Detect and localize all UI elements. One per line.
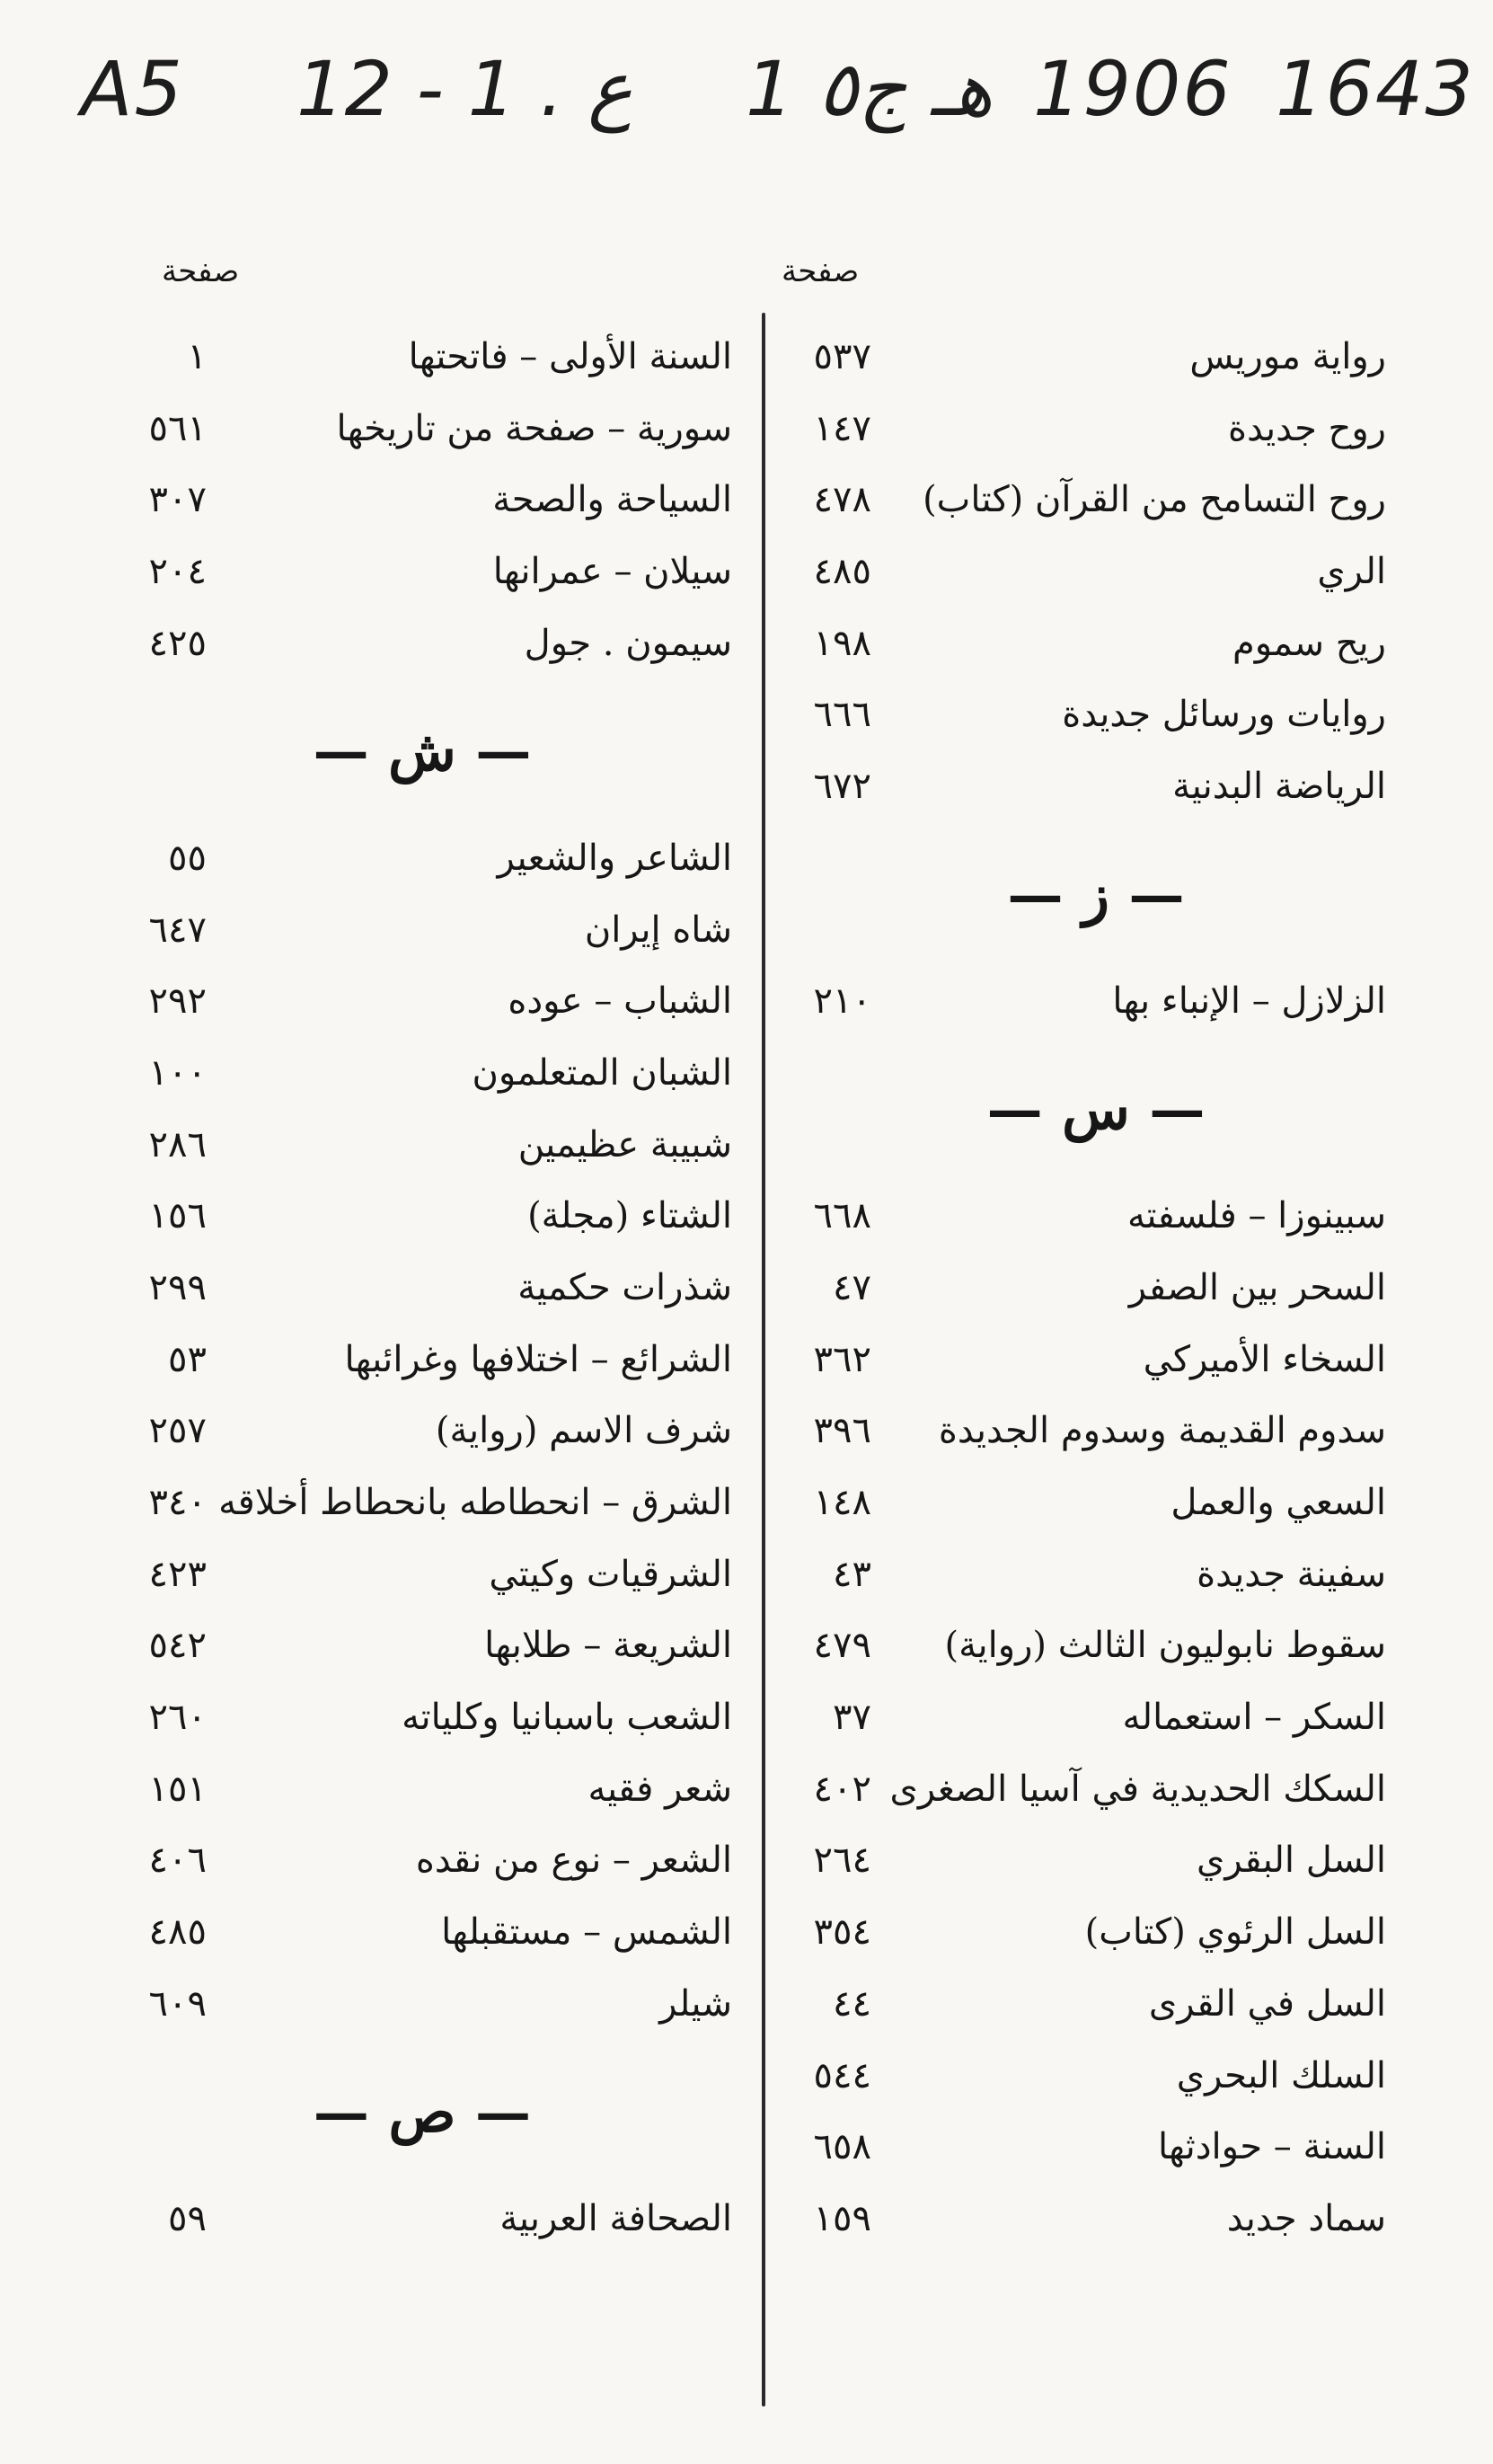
entry-page-number: ٤٢٥ xyxy=(148,622,207,664)
entry-page-number: ٢٥٧ xyxy=(148,1410,207,1452)
index-column-right xyxy=(782,322,1401,2415)
entry-title: الشرقيات وكيتي xyxy=(489,1553,732,1595)
entry-title: السل البقري xyxy=(1197,1839,1386,1882)
entry-page-number: ١٥١ xyxy=(148,1768,207,1810)
entry-title: شعر فقيه xyxy=(587,1768,732,1810)
entry-page-number: ٢٩٢ xyxy=(148,980,207,1023)
index-entry xyxy=(126,1969,746,2041)
entry-page-number: ١ xyxy=(187,336,207,377)
index-entry xyxy=(782,679,1401,751)
entry-title: شرف الاسم (رواية) xyxy=(435,1410,732,1452)
index-entry xyxy=(782,322,1401,394)
entry-page-number: ٢٩٩ xyxy=(148,1266,207,1308)
entry-title: سيلان – عمرانها xyxy=(492,551,732,593)
entry-title: الشعر – نوع من نقده xyxy=(415,1839,732,1882)
page-column-header-right: صفحة xyxy=(782,253,860,289)
index-entry xyxy=(126,2184,746,2256)
entry-page-number: ٥٦١ xyxy=(148,407,207,449)
entry-title: الشعب باسبانيا وكلياته xyxy=(402,1697,732,1739)
index-entry xyxy=(126,608,746,680)
entry-title: الشريعة – طلابها xyxy=(484,1625,732,1667)
entry-page-number: ٣٦٢ xyxy=(813,1338,871,1380)
entry-title: رواية موريس xyxy=(1189,336,1386,377)
entry-title: سدوم القديمة وسدوم الجديدة xyxy=(938,1410,1386,1452)
entry-title: السلك البحري xyxy=(1176,2054,1386,2096)
entry-page-number: ٥٥ xyxy=(168,837,207,879)
index-entry xyxy=(126,895,746,967)
index-entry xyxy=(782,2184,1401,2256)
entry-title: السكك الحديدية في آسيا الصغرى xyxy=(889,1768,1386,1810)
index-entry xyxy=(126,966,746,1038)
entry-title: الشرائع – اختلافها وغرائبها xyxy=(344,1338,732,1380)
entry-page-number: ٥٣ xyxy=(168,1338,207,1380)
entry-page-number: ٦٧٢ xyxy=(813,766,871,808)
entry-page-number: ٤٨٥ xyxy=(148,1911,207,1954)
entry-title: ريح سموم xyxy=(1232,622,1386,664)
entry-page-number: ٢٦٤ xyxy=(813,1839,871,1882)
index-entry xyxy=(782,1396,1401,1467)
handwritten-note-part: 1906 xyxy=(1033,45,1232,133)
entry-title: روايات ورسائل جديدة xyxy=(1062,694,1386,736)
entry-page-number: ١٩٨ xyxy=(813,622,871,664)
entry-title: السل في القرى xyxy=(1148,1982,1386,2025)
entry-page-number: ٢٠٤ xyxy=(148,551,207,593)
entry-title: شاه إيران xyxy=(584,908,732,951)
index-column-left xyxy=(126,322,746,2415)
entry-page-number: ١٥٦ xyxy=(148,1195,207,1237)
index-entry xyxy=(782,1181,1401,1253)
index-entry xyxy=(782,536,1401,608)
entry-title: السعي والعمل xyxy=(1171,1482,1386,1524)
index-entry xyxy=(782,1897,1401,1969)
index-entry xyxy=(782,1754,1401,1826)
letter-section-heading: — س — xyxy=(986,1076,1206,1142)
index-entry xyxy=(782,1539,1401,1611)
handwritten-note-part: 1 هـ ج٥ xyxy=(746,45,994,133)
entry-title: الشبان المتعلمون xyxy=(472,1051,732,1094)
entry-page-number: ٤٣ xyxy=(833,1553,871,1595)
entry-page-number: ٤٧٩ xyxy=(813,1625,871,1667)
page-column-header-left: صفحة xyxy=(162,253,240,289)
entry-page-number: ٣٩٦ xyxy=(813,1410,871,1452)
index-entry xyxy=(782,1610,1401,1682)
entry-page-number: ٤٠٦ xyxy=(148,1839,207,1882)
entry-title: السياحة والصحة xyxy=(492,479,732,521)
entry-page-number: ٤٧ xyxy=(833,1266,871,1308)
entry-page-number: ٤٢٣ xyxy=(148,1553,207,1595)
index-entry xyxy=(126,1897,746,1969)
entry-title: الشاعر والشعير xyxy=(497,837,732,879)
entry-title: الشمس – مستقبلها xyxy=(441,1911,732,1954)
entry-title: شيلر xyxy=(659,1982,732,2025)
entry-title: الشتاء (مجلة) xyxy=(527,1195,732,1237)
index-entry xyxy=(782,966,1401,1038)
index-entry xyxy=(126,823,746,895)
index-entry xyxy=(126,1754,746,1826)
entry-title: الشرق – انحطاطه بانحطاط أخلاقه xyxy=(218,1482,732,1524)
index-entry xyxy=(782,608,1401,680)
handwritten-note-part: 1643 xyxy=(1276,45,1475,133)
index-entry xyxy=(126,1325,746,1396)
entry-page-number: ٤٠٢ xyxy=(813,1768,871,1810)
index-entry xyxy=(126,1253,746,1325)
entry-title: الرياضة البدنية xyxy=(1172,766,1386,808)
entry-title: الشباب – عوده xyxy=(508,980,732,1023)
entry-page-number: ١٤٨ xyxy=(813,1482,871,1524)
index-entry xyxy=(782,1825,1401,1897)
entry-page-number: ٦٦٦ xyxy=(813,694,871,736)
index-entry xyxy=(782,1325,1401,1396)
entry-page-number: ٦٥٨ xyxy=(813,2126,871,2168)
entry-title: سماد جديد xyxy=(1226,2197,1386,2239)
entry-page-number: ٣٧ xyxy=(833,1697,871,1739)
entry-page-number: ٤٧٨ xyxy=(813,479,871,521)
handwritten-note-part: 12 - 1 . ع xyxy=(296,45,633,133)
entry-page-number: ٢٦٠ xyxy=(148,1697,207,1739)
entry-title: روح جديدة xyxy=(1228,407,1386,449)
entry-title: سفينة جديدة xyxy=(1197,1553,1386,1595)
entry-title: الصحافة العربية xyxy=(499,2197,732,2239)
index-entry xyxy=(126,536,746,608)
index-entry xyxy=(782,1467,1401,1539)
index-entry xyxy=(126,394,746,465)
entry-page-number: ٤٨٥ xyxy=(813,551,871,593)
entry-title: السكر – استعماله xyxy=(1122,1697,1386,1739)
entry-title: السخاء الأميركي xyxy=(1143,1338,1386,1380)
entry-page-number: ٣٤٠ xyxy=(148,1482,207,1524)
column-divider xyxy=(762,313,765,2406)
entry-page-number: ٥٩ xyxy=(168,2197,207,2239)
entry-title: شبيبة عظيمين xyxy=(517,1123,732,1166)
index-entry xyxy=(126,1610,746,1682)
index-entry xyxy=(126,1539,746,1611)
index-entry xyxy=(782,1969,1401,2041)
entry-page-number: ٣٠٧ xyxy=(148,479,207,521)
entry-page-number: ٦٠٩ xyxy=(148,1982,207,2025)
entry-title: السحر بين الصفر xyxy=(1128,1266,1386,1308)
index-entry xyxy=(782,2112,1401,2184)
handwritten-note-part: A5 xyxy=(81,45,184,133)
entry-page-number: ٢٨٦ xyxy=(148,1123,207,1166)
index-entry xyxy=(782,1253,1401,1325)
entry-page-number: ١٠٠ xyxy=(148,1051,207,1094)
entry-title: السنة – حوادثها xyxy=(1157,2126,1386,2168)
entry-page-number: ٢١٠ xyxy=(813,980,871,1023)
index-entry xyxy=(782,1682,1401,1754)
letter-section-heading: — ص — xyxy=(313,2078,532,2145)
index-entry xyxy=(126,1181,746,1253)
entry-page-number: ٣٥٤ xyxy=(813,1911,871,1954)
entry-page-number: ٥٣٧ xyxy=(813,336,871,377)
entry-title: سبينوزا – فلسفته xyxy=(1126,1195,1386,1237)
index-entry xyxy=(126,1110,746,1182)
entry-title: شذرات حكمية xyxy=(517,1266,732,1308)
index-entry xyxy=(126,465,746,536)
index-entry xyxy=(782,2041,1401,2113)
entry-page-number: ٥٤٤ xyxy=(813,2054,871,2096)
entry-title: روح التسامح من القرآن (كتاب) xyxy=(923,479,1386,521)
index-entry xyxy=(126,1038,746,1110)
index-entry xyxy=(126,322,746,394)
entry-page-number: ٤٤ xyxy=(833,1982,871,2025)
entry-title: الري xyxy=(1317,551,1386,593)
entry-title: الزلازل – الإنباء بها xyxy=(1112,980,1386,1023)
entry-page-number: ٦٤٧ xyxy=(148,908,207,951)
index-entry xyxy=(782,465,1401,536)
entry-title: سيمون . جول xyxy=(524,622,732,664)
entry-page-number: ١٥٩ xyxy=(813,2197,871,2239)
index-entry xyxy=(126,1467,746,1539)
index-entry xyxy=(126,1682,746,1754)
letter-section-heading: — ش — xyxy=(313,718,532,784)
entry-page-number: ٦٦٨ xyxy=(813,1195,871,1237)
index-entry xyxy=(126,1825,746,1897)
entry-title: السنة الأولى – فاتحتها xyxy=(408,336,732,377)
entry-title: السل الرئوي (كتاب) xyxy=(1084,1911,1386,1954)
handwritten-note xyxy=(81,27,1475,162)
entry-title: سقوط نابوليون الثالث (رواية) xyxy=(944,1625,1386,1667)
entry-title: سورية – صفحة من تاريخها xyxy=(336,407,732,449)
index-entry xyxy=(126,1396,746,1467)
entry-page-number: ١٤٧ xyxy=(813,407,871,449)
index-entry xyxy=(782,394,1401,465)
letter-section-heading: — ز — xyxy=(1007,861,1185,927)
entry-page-number: ٥٤٢ xyxy=(148,1625,207,1667)
index-entry xyxy=(782,751,1401,823)
